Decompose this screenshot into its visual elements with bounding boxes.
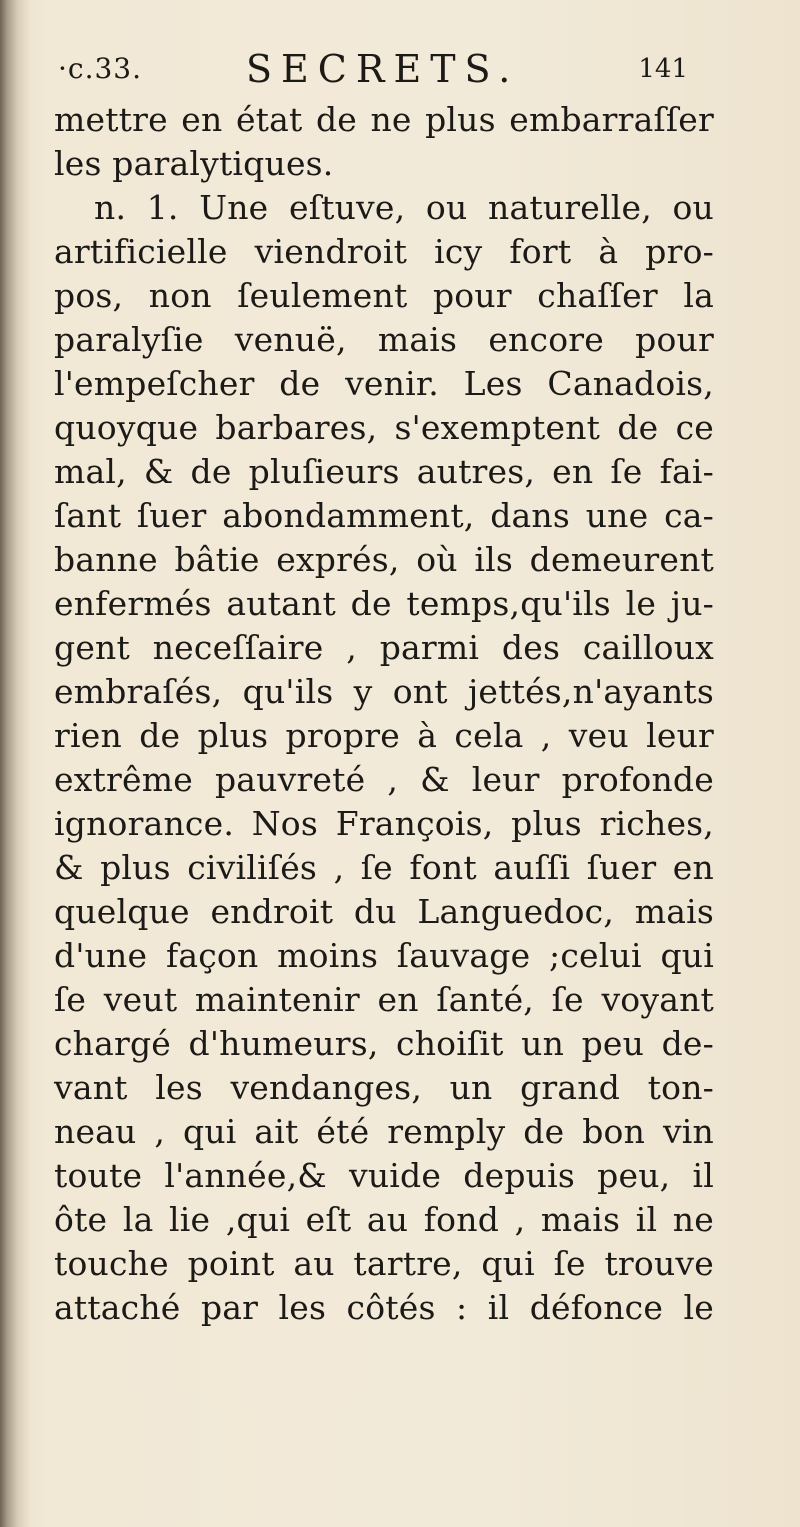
text-line: quoyque barbares, s'exemptent de ce	[54, 408, 714, 447]
text-line: paralyſie venuë, mais encore pour	[54, 320, 714, 359]
body-text	[54, 98, 714, 1330]
text-line: banne bâtie exprés, où ils demeurent	[54, 540, 714, 579]
text-line: chargé d'humeurs, choiſit un peu de-	[54, 1024, 714, 1063]
text-line: ôte la lie ,qui eſt au fond , mais il ne	[54, 1200, 714, 1239]
text-line: l'empeſcher de venir. Les Canadois,	[54, 364, 714, 403]
text-line: mettre en état de ne plus embarraſſer	[54, 100, 714, 139]
text-line: & plus civiliſés , ſe font auſſi ſuer en	[54, 848, 714, 887]
running-title: SECRETS.	[246, 47, 520, 91]
text-line: ſant ſuer abondamment, dans une ca-	[54, 496, 714, 535]
page-number: 141	[638, 54, 688, 84]
text-line: n. 1. Une eſtuve, ou naturelle, ou	[94, 188, 714, 227]
text-line: quelque endroit du Languedoc, mais	[54, 892, 714, 931]
chapter-marker: ·c.33.	[58, 52, 143, 85]
text-line: vant les vendanges, un grand ton-	[54, 1068, 714, 1107]
binding-shadow	[0, 0, 30, 1527]
running-header	[58, 44, 688, 94]
text-line: mal, & de pluſieurs autres, en ſe fai-	[54, 452, 714, 491]
text-line: ſe veut maintenir en ſanté, ſe voyant	[54, 980, 714, 1019]
text-line: embraſés, qu'ils y ont jettés,n'ayants	[54, 672, 714, 711]
text-line: neau , qui ait été remply de bon vin	[54, 1112, 714, 1151]
text-line: artificielle viendroit icy fort à pro-	[54, 232, 714, 271]
text-line: toute l'année,& vuide depuis peu, il	[54, 1156, 714, 1195]
text-line: d'une façon moins ſauvage ;celui qui	[54, 936, 714, 975]
text-line: rien de plus propre à cela , veu leur	[54, 716, 714, 755]
text-line: touche point au tartre, qui ſe trouve	[54, 1244, 714, 1283]
text-line: enfermés autant de temps,qu'ils le ju-	[54, 584, 714, 623]
text-line: extrême pauvreté , & leur profonde	[54, 760, 714, 799]
text-line: ignorance. Nos François, plus riches,	[54, 804, 714, 843]
text-line: les paralytiques.	[54, 144, 334, 183]
text-line: gent neceſſaire , parmi des cailloux	[54, 628, 714, 667]
text-line: pos, non ſeulement pour chaſſer la	[54, 276, 714, 315]
text-line: attaché par les côtés : il défonce le	[54, 1288, 714, 1327]
